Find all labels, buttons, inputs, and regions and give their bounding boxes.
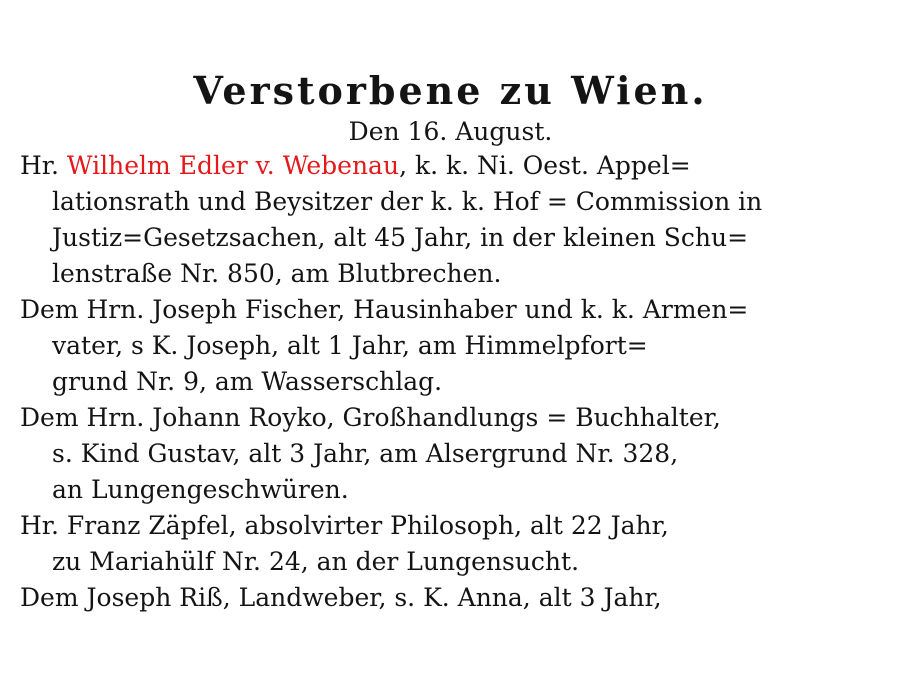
entry-3-line-3: an Lungengeschwüren. <box>52 475 349 504</box>
entry-2-line-1: Dem Hrn. Joseph Fischer, Hausinhaber und k. k. Armen= <box>20 295 749 324</box>
entry-2-line-3: grund Nr. 9, am Wasserschlag. <box>52 367 443 396</box>
page-title: Verstorbene zu Wien. <box>193 68 708 113</box>
entry-5-line-1: Dem Joseph Riß, Landweber, s. K. Anna, alt 3 Jahr, <box>20 583 662 612</box>
highlighted-name: Wilhelm Edler v. Webenau <box>66 151 400 180</box>
entry-1-prefix: Hr. <box>20 151 67 180</box>
entry-1-line-4: lenstraße Nr. 850, am Blutbrechen. <box>52 259 502 288</box>
entry-2-line-2: vater, s K. Joseph, alt 1 Jahr, am Himmelpfort= <box>52 331 648 360</box>
entry-3-line-2: s. Kind Gustav, alt 3 Jahr, am Alsergrund Nr. 328, <box>52 439 679 468</box>
entry-3-line-1: Dem Hrn. Johann Royko, Großhandlungs = Buchhalter, <box>20 403 721 432</box>
entry-1-line-1 <box>20 150 878 182</box>
entry-4-line-2: zu Mariahülf Nr. 24, an der Lungensucht. <box>52 547 580 576</box>
entry-1-line-3: Justiz=Gesetzsachen, alt 45 Jahr, in der kleinen Schu= <box>52 223 749 252</box>
date-line: Den 16. August. <box>348 117 553 146</box>
entry-1-rest: , k. k. Ni. Oest. Appel= <box>399 151 691 180</box>
entry-1-line-2: lationsrath und Beysitzer der k. k. Hof = Commission in <box>52 187 763 216</box>
entry-4-line-1: Hr. Franz Zäpfel, absolvirter Philosoph, alt 22 Jahr, <box>20 511 669 540</box>
